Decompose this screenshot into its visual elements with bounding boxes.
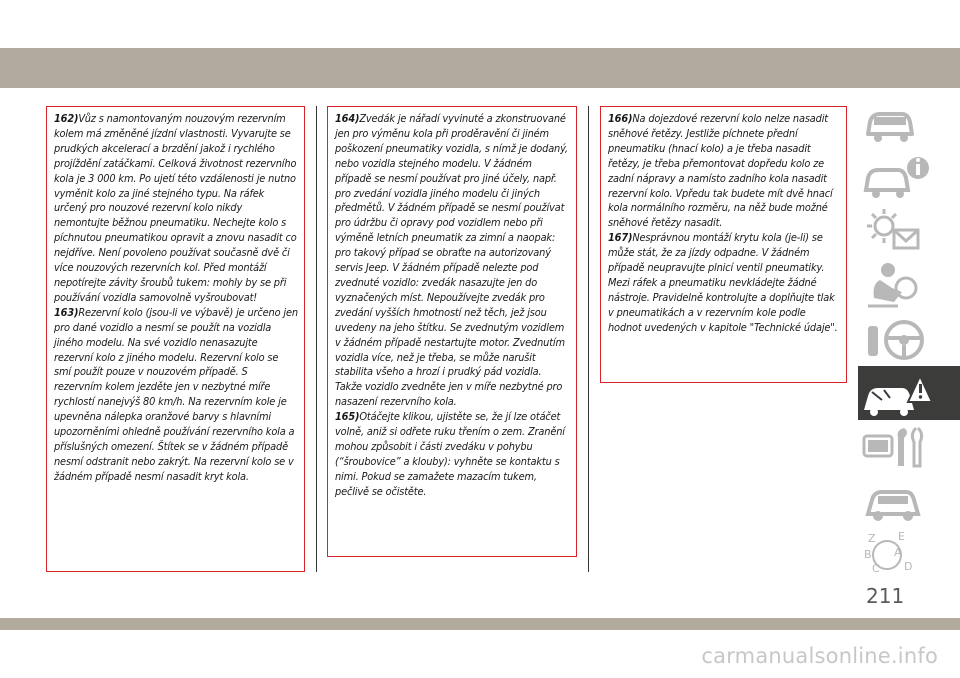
maintenance-tools-icon [858, 420, 960, 474]
tab-car-info[interactable] [858, 96, 960, 150]
warning-number: 165) [335, 410, 360, 424]
index-letter: E [898, 530, 905, 543]
warning-164 [335, 112, 570, 410]
tab-lights-messages[interactable] [858, 204, 960, 258]
warning-text: Nesprávnou montáží krytu kola (je-li) se může stát, že za jízdy odpadne. V žádném případě neupravujte plnicí ventil pneumatiky. Mezi ráfek a pneumatiku nevkládejte žádné nástroje. Pravidelně kontrolujte a doplňujte tlak v pneumatikách a v rezervním kole podle hodnot uvedených v kapitole "Technické údaje". [608, 231, 838, 334]
alphabet-index-icon [858, 528, 960, 582]
index-letter: D [904, 560, 913, 573]
warning-163 [54, 306, 298, 485]
specs-car-icon [858, 474, 960, 528]
car-info-circle-icon [858, 150, 960, 204]
warning-number: 166) [608, 112, 633, 125]
warning-text: Vůz s namontovaným nouzovým rezervním kolem má změněné jízdní vlastnosti. Vyvarujte se prudkých akcelerací a brzdění jakož i rychlého projíždění zatáčkami. Celková životnost rezervního kola je 3 000 km. Po ujetí této vzdálenosti je nutno vyměnit kolo za jiné stejného typu. Na ráfek určený pro nouzové rezervní kolo nikdy nemontujte běžnou pneumatiku. Nechejte kolo s píchnutou pneumatikou opravit a znovu nasadit co nejdříve. Není povoleno používat současně dvě či více nouzových rezervních kol. Před montáží nepotírejte závity šroubů tukem: mohly by se při používání vozidla samovolně vyšroubovat! [54, 112, 297, 304]
footer-band [0, 618, 960, 630]
car-warning-emergency-icon [858, 366, 960, 420]
warning-text: Otáčejte klikou, ujistěte se, že jí lze otáčet volně, aniž si odřete ruku třením o zem. Zranění mohou způsobit i části zvedáku v pohybu (“šroubovice” a klouby): vyhněte se kontaktu s nimi. Pokud se zamažete mazacím tukem, pečlivě se očistěte. [335, 410, 565, 498]
index-letter: Z [868, 532, 876, 545]
steering-wheel-tools-icon [858, 312, 960, 366]
warning-167 [608, 231, 840, 335]
seat-airbag-icon [858, 258, 960, 312]
warning-text: Rezervní kolo (jsou-li ve výbavě) je určeno jen pro dané vozidlo a nesmí se použít na vozidla jiného modelu. Na své vozidlo nenasazujte rezervní kolo z jiného modelu. Rezervní kolo se smí použít pouze v nouzovém případě. S rezervním kolem jezděte jen v nezbytné míře rychlostí nanejvýš 80 km/h. Na rezervním kole je upevněna nálepka oranžové barvy s hlavními upozorněními ohledně používání rezervního kola a příslušných omezení. Štítek se v žádném případě nesmí odstranit nebo zakrýt. Na rezervní kolo se v žádném případě nesmí nasadit kryt kola. [54, 305, 298, 483]
index-letter: B [864, 548, 872, 561]
tab-alphabet-index[interactable] [858, 528, 960, 582]
tab-emergency[interactable] [858, 366, 960, 420]
warning-number: 167) [608, 231, 633, 245]
tab-car-info-circle[interactable] [858, 150, 960, 204]
lights-messages-icon [858, 204, 960, 258]
watermark [0, 644, 960, 668]
header-band [0, 48, 960, 88]
car-info-icon [858, 96, 960, 150]
column-divider [588, 106, 589, 572]
warning-166 [608, 112, 840, 231]
chapter-sidebar [858, 96, 960, 582]
warning-162 [54, 112, 298, 306]
tab-specs[interactable] [858, 474, 960, 528]
tab-maintenance[interactable] [858, 420, 960, 474]
warning-165 [335, 410, 570, 499]
watermark-text: carmanualsonline.info [701, 644, 938, 668]
warning-number: 162) [54, 112, 79, 125]
warning-text: Zvedák je nářadí vyvinuté a zkonstruované jen pro výměnu kola při proděravění či jiném poškození pneumatiky vozidla, s nímž je dodaný, nebo vozidla stejného modelu. V žádném případě se nesmí používat pro jiné účely, např. pro zvedání vozidla jiného modelu či jiných předmětů. V žádném případě se nesmí používat pro údržbu či opravy pod vozidlem nebo při výměně letních pneumatik za zimní a naopak: pro takový případ se obraťte na autorizovaný servis Jeep. V žádném případě nelezte pod zvednuté vozidlo: zvedák nasazujte jen do vyznačených míst. Nepoužívejte zvedák pro zvedání vyšších hmotností než těch, jež jsou uvedeny na jeho štítku. Se zvednutým vozidlem v žádném případě nestartujte motor. Zvednutím vozidla více, než je třeba, se může narušit stabilita všeho a hrozí i prudký pád vozidla. Takže vozidlo zvedněte jen v míře nezbytné pro nasazení rezervního kola. [335, 112, 568, 409]
warning-box-166-167 [600, 106, 847, 383]
index-letter: C [872, 562, 880, 575]
tab-seat-airbag[interactable] [858, 258, 960, 312]
warning-text: Na dojezdové rezervní kolo nelze nasadit sněhové řetězy. Jestliže píchnete přední pneumatiku (hnací kolo) a je třeba nasadit řetězy, je třeba přemontovat dopředu kolo ze zadní nápravy a namísto zadního kola nasadit rezervní kolo. Vpředu tak budete mít dvě hnací kola normálního rozměru, na něž bude možné sněhové řetězy nasadit. [608, 112, 833, 230]
warning-number: 164) [335, 112, 360, 125]
warning-number: 163) [54, 305, 79, 319]
tab-steering-wheel[interactable] [858, 312, 960, 366]
warning-box-164-165 [327, 106, 577, 557]
warning-box-162-163 [46, 106, 305, 572]
page-number: 211 [866, 584, 905, 608]
index-letter: A [894, 546, 902, 559]
column-divider [316, 106, 317, 572]
